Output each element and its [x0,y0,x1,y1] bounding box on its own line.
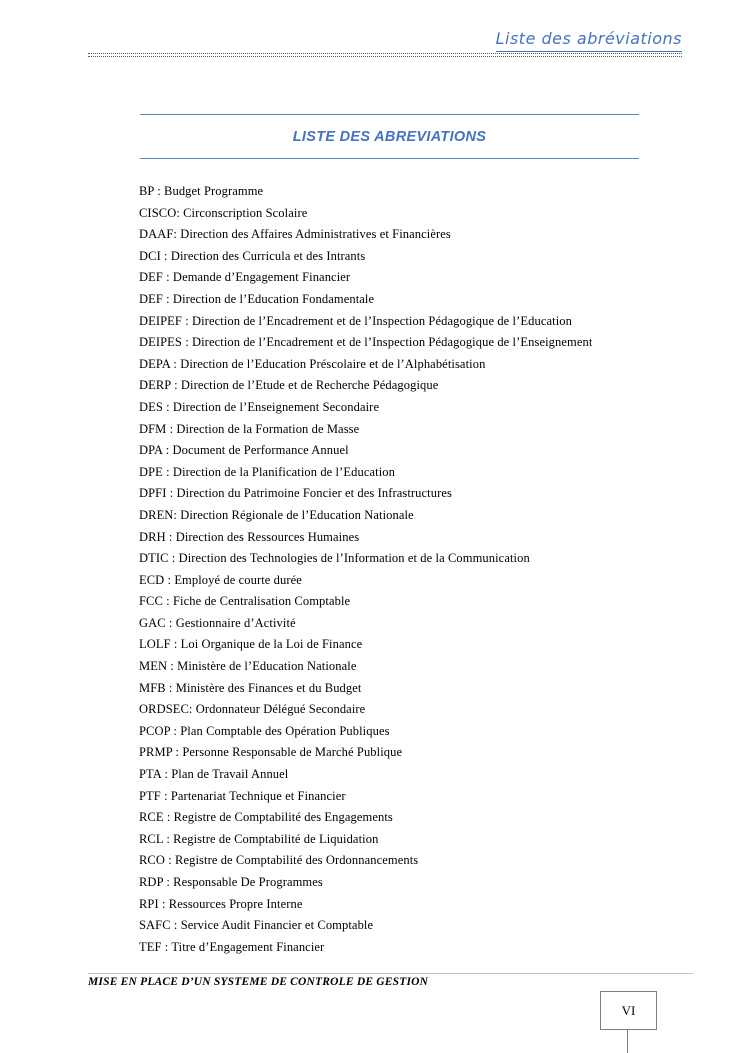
abbreviation-item: RCL : Registre de Comptabilité de Liquidation [139,831,379,846]
running-header-text: Liste des abréviations [496,28,682,52]
abbreviation-item: ORDSEC: Ordonnateur Délégué Secondaire [139,702,366,717]
footer-running-title: MISE EN PLACE D’UN SYSTEME DE CONTROLE DE GESTION [88,976,429,988]
abbreviation-item: DPE : Direction de la Planification de l’Education [139,464,395,479]
abbreviation-item: DTIC : Direction des Technologies de l’Information et de la Communication [139,551,530,566]
abbreviation-item: DES : Direction de l’Enseignement Secondaire [139,399,380,414]
abbreviation-item: PTA : Plan de Travail Annuel [139,767,289,782]
abbreviation-item: DREN: Direction Régionale de l’Education Nationale [139,507,414,522]
abbreviation-item: DCI : Direction des Curricula et des Intrants [139,248,366,263]
abbreviation-item: MFB : Ministère des Finances et du Budget [139,680,362,695]
abbreviation-item: DEPA : Direction de l’Education Préscolaire et de l’Alphabétisation [139,356,486,371]
abbreviation-item: CISCO: Circonscription Scolaire [139,205,308,220]
abbreviation-item: RPI : Ressources Propre Interne [139,896,303,911]
abbreviation-item: PCOP : Plan Comptable des Opération Publiques [139,723,390,738]
abbreviation-item: DAAF: Direction des Affaires Administratives et Financières [139,227,451,242]
abbreviation-item: RCO : Registre de Comptabilité des Ordonnancements [139,853,419,868]
title-block [140,114,639,159]
abbreviation-item: DERP : Direction de l’Etude et de Recherche Pédagogique [139,378,439,393]
abbreviation-list [139,181,699,958]
abbreviation-item: PRMP : Personne Responsable de Marché Publique [139,745,403,760]
abbreviation-item: BP : Budget Programme [139,184,264,198]
abbreviation-item: ECD : Employé de courte durée [139,572,302,587]
page-number-connector-line [627,1029,628,1053]
footer-rule [88,973,693,974]
abbreviation-item: RCE : Registre de Comptabilité des Engagements [139,810,393,825]
abbreviation-item: SAFC : Service Audit Financier et Comptable [139,918,374,933]
abbreviation-item: DFM : Direction de la Formation de Masse [139,421,360,436]
abbreviation-item: GAC : Gestionnaire d’Activité [139,615,296,630]
abbreviation-item: LOLF : Loi Organique de la Loi de Finance [139,637,363,652]
page-title: LISTE DES ABREVIATIONS [292,128,487,145]
abbreviation-item: TEF : Titre d’Engagement Financier [139,939,325,954]
abbreviation-item: DRH : Direction des Ressources Humaines [139,529,360,544]
abbreviation-item: MEN : Ministère de l’Education Nationale [139,659,357,674]
abbreviation-item: DEF : Demande d’Engagement Financier [139,270,351,285]
abbreviation-item: DEIPES : Direction de l’Encadrement et de l’Inspection Pédagogique de l’Enseignement [139,335,593,350]
page-number-box [600,991,657,1030]
running-header [88,28,682,52]
abbreviation-item: DPA : Document de Performance Annuel [139,443,349,458]
header-dotted-rule [88,53,682,57]
abbreviation-item: FCC : Fiche de Centralisation Comptable [139,594,351,609]
page-number: VI [621,1002,636,1018]
abbreviation-item: DEIPEF : Direction de l’Encadrement et de l’Inspection Pédagogique de l’Education [139,313,572,328]
abbreviation-item: DPFI : Direction du Patrimoine Foncier et des Infrastructures [139,486,452,501]
abbreviation-item: DEF : Direction de l’Education Fondamentale [139,291,375,306]
abbreviation-item: RDP : Responsable De Programmes [139,875,323,889]
abbreviation-item: PTF : Partenariat Technique et Financier [139,788,346,803]
